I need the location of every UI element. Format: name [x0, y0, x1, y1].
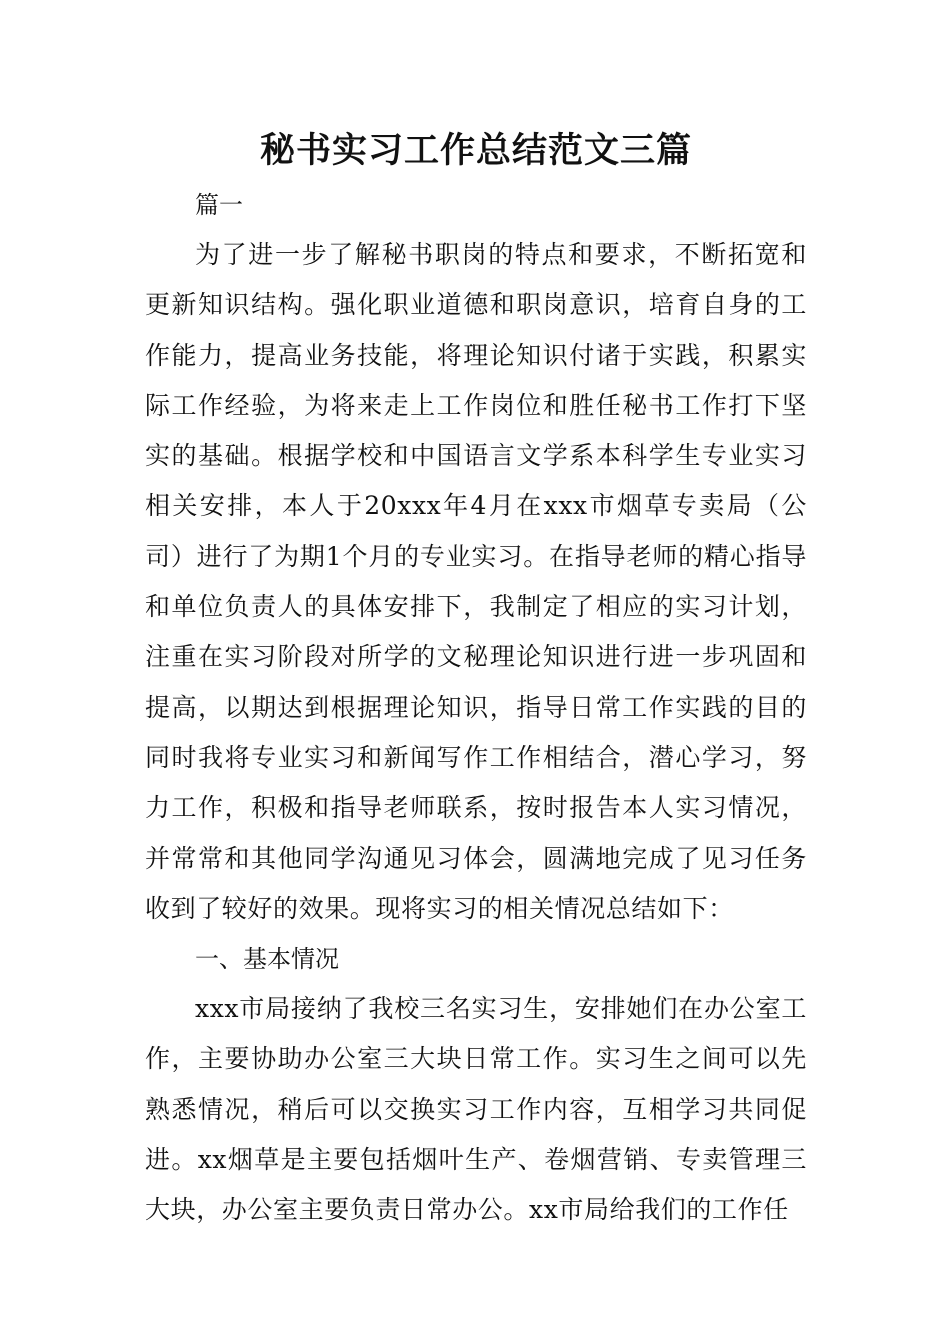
- intro-paragraph: 为了进一步了解秘书职岗的特点和要求，不断拓宽和更新知识结构。强化职业道德和职岗意识，培育自身的工作能力，提高业务技能，将理论知识付诸于实践，积累实际工作经验，为将来走上工作岗位和胜任秘书工作打下坚实的基础。根据学校和中国语言文学系本科学生专业实习相关安排，本人于20xxx年4月在xxx市烟草专卖局（公司）进行了为期1个月的专业实习。在指导老师的精心指导和单位负责人的具体安排下，我制定了相应的实习计划，注重在实习阶段对所学的文秘理论知识进行进一步巩固和提高，以期达到根据理论知识，指导日常工作实践的目的同时我将专业实习和新闻写作工作相结合，潜心学习，努力工作，积极和指导老师联系，按时报告本人实习情况，并常常和其他同学沟通见习体会，圆满地完成了见习任务收到了较好的效果。现将实习的相关情况总结如下：: [145, 240, 807, 923]
- section-label: 篇一: [195, 191, 243, 219]
- basic-situation-paragraph: xxx市局接纳了我校三名实习生，安排她们在办公室工作，主要协助办公室三大块日常工作。实习生之间可以先熟悉情况，稍后可以交换实习工作内容，互相学习共同促进。xx烟草是主要包括烟叶生产、卷烟营销、专卖管理三大块，办公室主要负责日常办公。xx市局给我们的工作任: [145, 994, 807, 1225]
- heading-basic-situation: 一、基本情况: [195, 945, 339, 974]
- document-title: 秘书实习工作总结范文三篇: [259, 130, 692, 171]
- document-page: [145, 122, 807, 1236]
